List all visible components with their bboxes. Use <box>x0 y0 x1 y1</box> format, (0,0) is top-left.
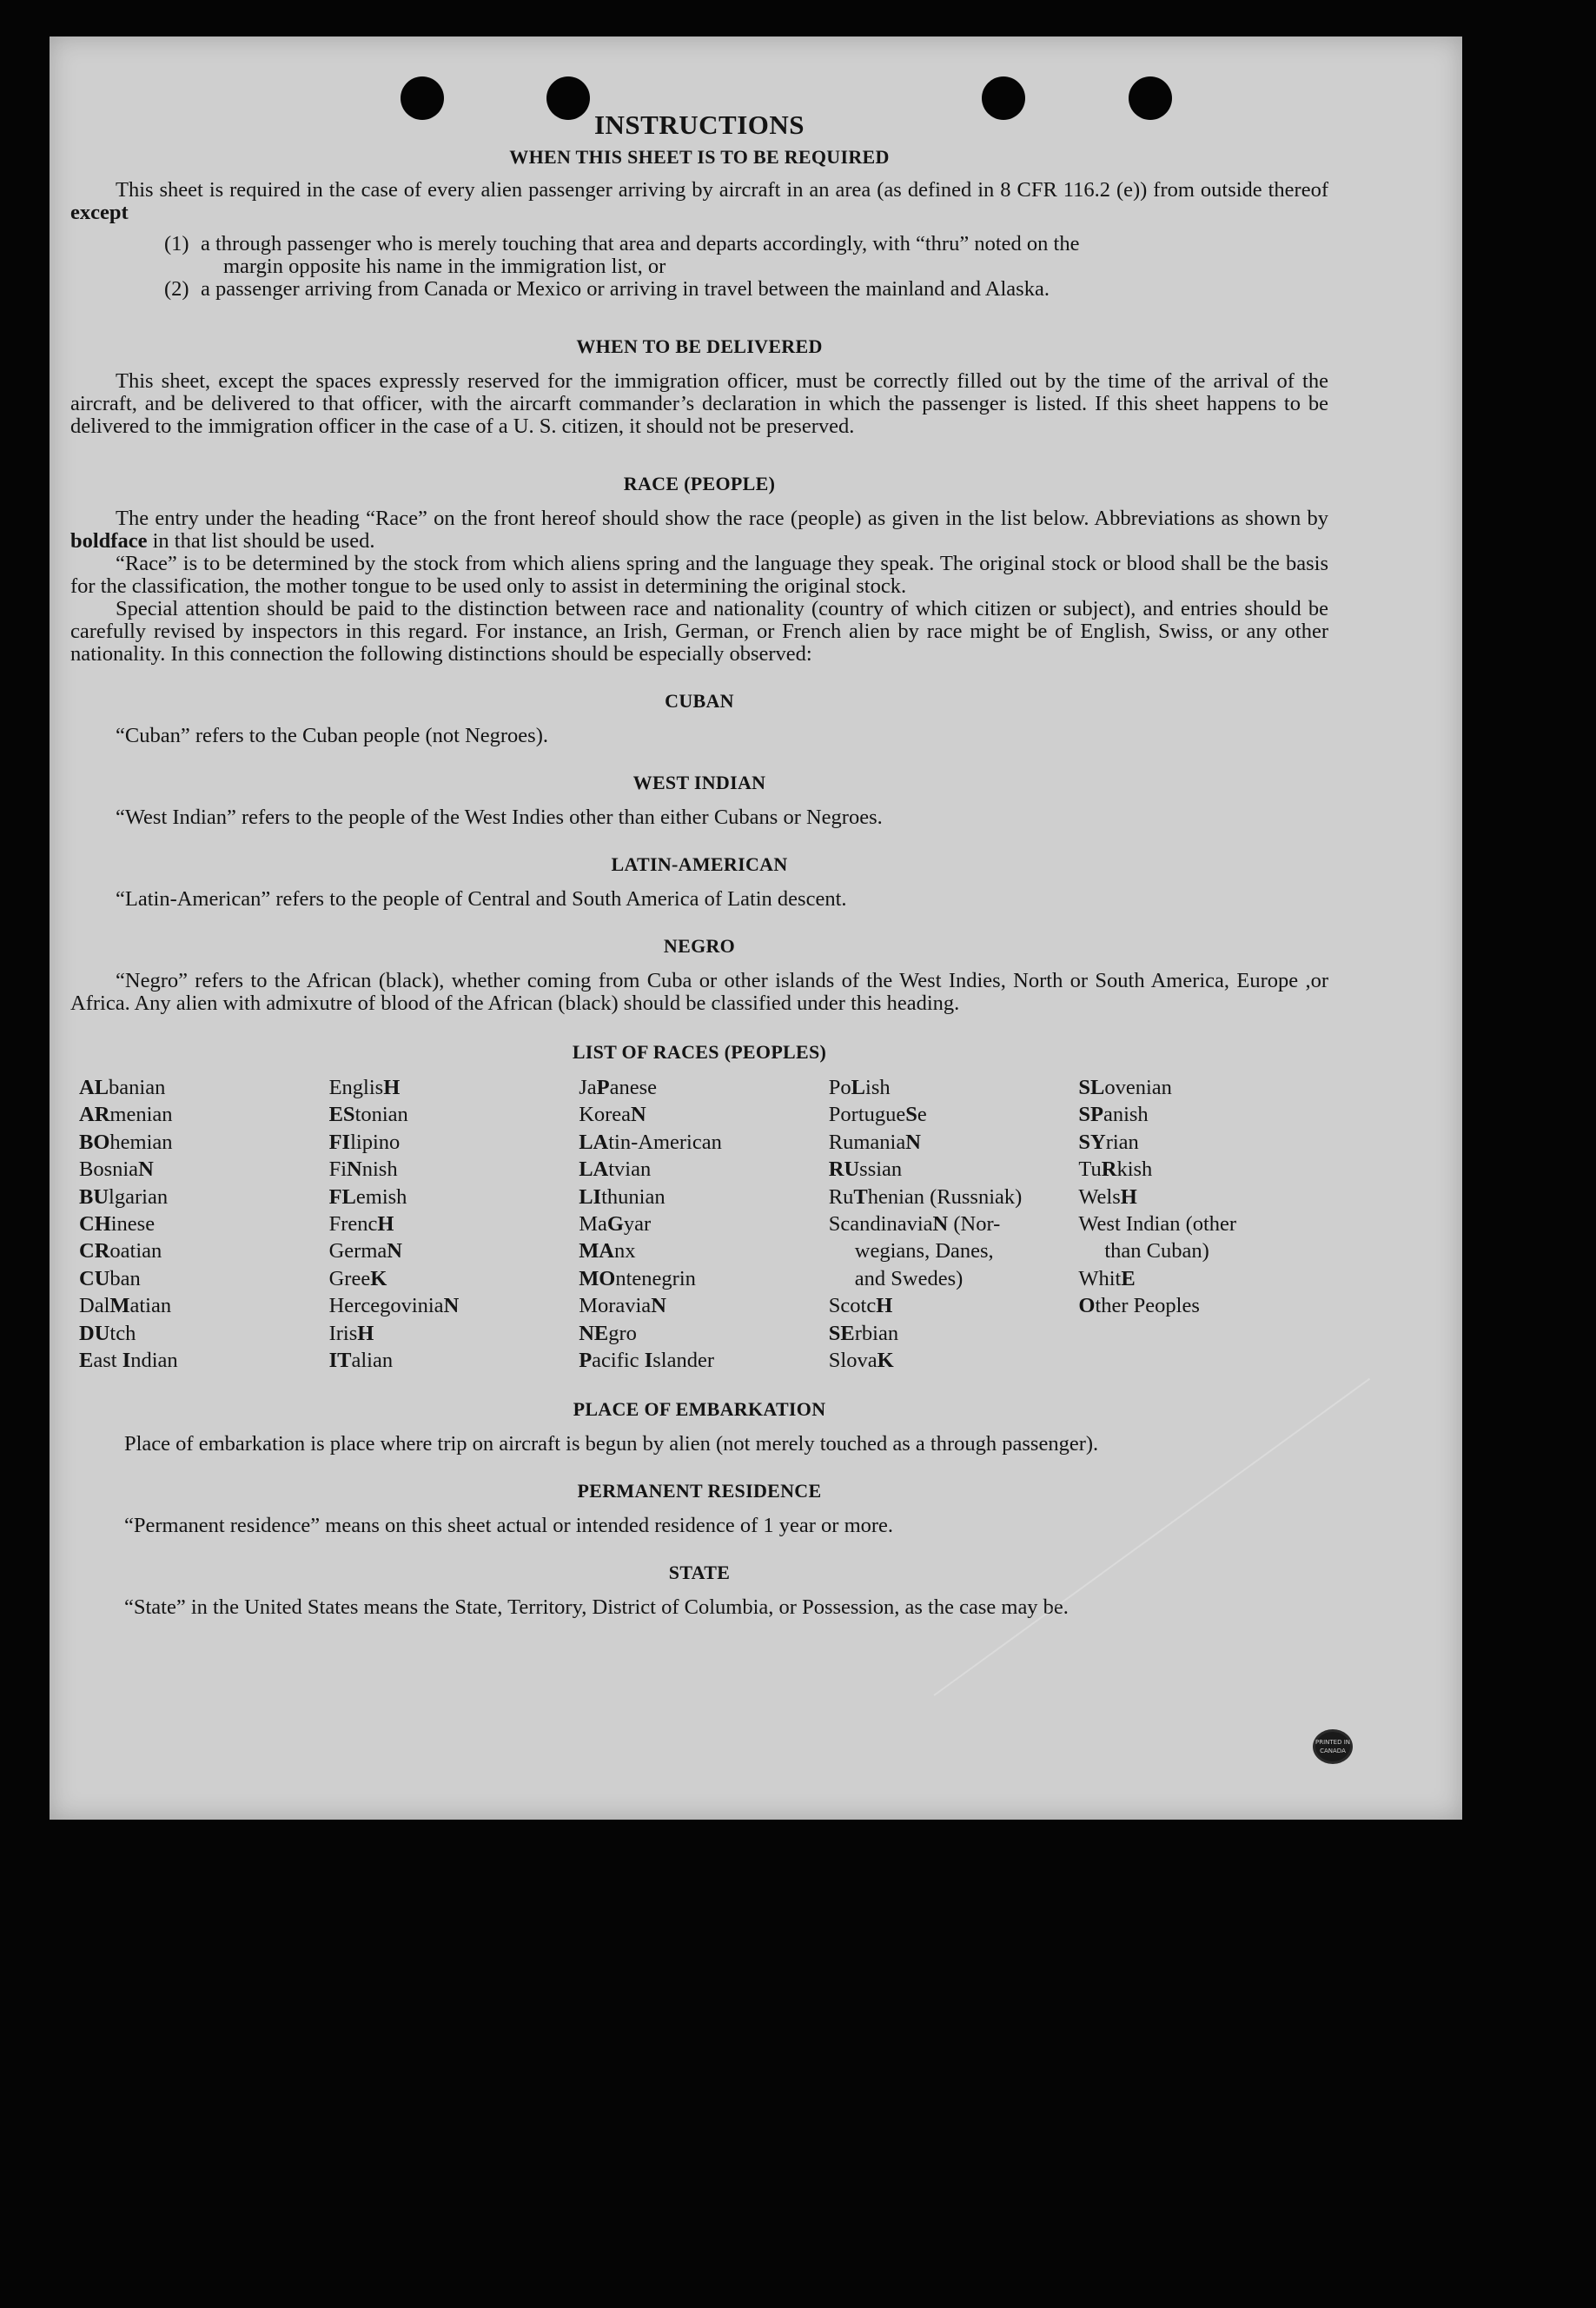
race-entry: GermaN <box>328 1239 402 1263</box>
race-entry: RumaniaN <box>828 1130 921 1154</box>
race-paragraph-2: “Race” is to be determined by the stock from which aliens spring and the language they speak. The original stock or blood shall be the basis for the classification, the mother tongue to be used only to assist in determining the original stock. <box>70 552 1328 598</box>
race-entry: LAtin-American <box>579 1130 722 1154</box>
race-entry: DalMatian <box>79 1294 172 1318</box>
race-entry: TuRkish <box>1078 1157 1153 1182</box>
race-entry: RUssian <box>828 1157 903 1182</box>
state-text: “State” in the United States means the State, Territory, District of Columbia, or Possession, as the case may be. <box>124 1595 1069 1620</box>
race-entry: EnglisH <box>328 1076 401 1099</box>
section-heading-latin-american: LATIN-AMERICAN <box>611 853 788 875</box>
race-entry: GreeK <box>328 1266 387 1290</box>
race-entry: HercegoviniaN <box>328 1294 460 1318</box>
section-heading-west-indian: WEST INDIAN <box>632 772 766 793</box>
residence-text: “Permanent residence” means on this sheet actual or intended residence of 1 year or more. <box>124 1514 894 1538</box>
race-entry: ScandinaviaN (Nor- <box>828 1212 1001 1237</box>
section-heading-delivered: WHEN TO BE DELIVERED <box>576 335 823 357</box>
race-entry: JaPanese <box>579 1076 657 1099</box>
race-entry: SYrian <box>1078 1130 1139 1154</box>
race-entry: MoraviaN <box>579 1294 666 1318</box>
race-entry: ARmenian <box>79 1103 173 1127</box>
west-indian-text: “West Indian” refers to the people of the West Indies other than either Cubans or Negroes. <box>116 806 883 829</box>
race-entry: Pacific Islander <box>579 1349 714 1373</box>
section-heading-negro: NEGRO <box>663 935 736 957</box>
exception-item: (1) a through passenger who is merely touching that area and departs accordingly, with “thru” noted on the margin opposite his name in the immigration list, or <box>164 232 1080 278</box>
race-entry: BosniaN <box>79 1157 154 1182</box>
race-entry: SErbian <box>828 1321 899 1345</box>
race-entry: PoLish <box>828 1076 891 1099</box>
race-entry: FiNnish <box>328 1157 398 1182</box>
race-entry: and Swedes) <box>854 1266 964 1290</box>
race-entry: ALbanian <box>79 1076 166 1099</box>
race-entry: BUlgarian <box>79 1184 169 1209</box>
races-list <box>79 1074 1328 1374</box>
race-entry: MAnx <box>579 1239 636 1263</box>
race-entry: PortugueSe <box>828 1103 927 1127</box>
section-heading-state: STATE <box>668 1562 731 1584</box>
race-entry: than Cuban) <box>1104 1239 1209 1263</box>
race-entry: CRoatian <box>79 1239 162 1263</box>
race-entry: West Indian (other <box>1078 1212 1237 1237</box>
race-entry: ITalian <box>328 1349 394 1373</box>
race-paragraph-3: Special attention should be paid to the distinction between race and nationality (country of which citizen or subject), and entries should be carefully revised by inspectors in this regard. For instance, an Irish, German, or French alien by race might be of English, Swiss, or any other nationality. In this connection the following distinctions should be especially observed: <box>70 597 1328 666</box>
race-entry: SPanish <box>1078 1103 1149 1127</box>
race-entry: LIthunian <box>579 1184 666 1209</box>
races-column <box>579 1074 829 1374</box>
race-entry: KoreaN <box>579 1103 646 1127</box>
race-entry: Other Peoples <box>1078 1294 1200 1318</box>
document-content <box>70 109 1328 1619</box>
race-entry: RuThenian (Russniak) <box>828 1184 1023 1209</box>
race-entry: FLemish <box>328 1184 407 1209</box>
race-entry: SLovenian <box>1078 1076 1172 1099</box>
race-entry: FIlipino <box>328 1130 401 1154</box>
cuban-text: “Cuban” refers to the Cuban people (not Negroes). <box>116 724 548 747</box>
embarkation-text: Place of embarkation is place where trip on aircraft is begun by alien (not merely touched as a through passenger). <box>124 1432 1099 1456</box>
race-entry: wegians, Danes, <box>854 1239 994 1263</box>
required-intro: This sheet is required in the case of every alien passenger arriving by aircraft in an area (as defined in 8 CFR 116.2 (e)) from outside thereof except <box>70 178 1328 224</box>
section-heading-residence: PERMANENT RESIDENCE <box>577 1480 822 1502</box>
race-entry: LAtvian <box>579 1157 652 1182</box>
race-entry: East Indian <box>79 1349 178 1373</box>
section-heading-races-list: LIST OF RACES (PEOPLES) <box>572 1041 827 1063</box>
race-entry: CUban <box>79 1266 141 1290</box>
section-heading-cuban: CUBAN <box>665 690 734 712</box>
exception-item: (2) a passenger arriving from Canada or Mexico or arriving in travel between the mainland and Alaska. <box>164 277 1050 301</box>
delivered-text: This sheet, except the spaces expressly reserved for the immigration officer, must be correctly filled out by the time of the arrival of the aircraft, and be delivered to that officer, with the aircarft commander’s declaration in which the passenger is listed. If this sheet happens to be delivered to the immigration officer in the case of a U. S. citizen, it should not be preserved. <box>70 369 1328 438</box>
race-entry: DUtch <box>79 1321 136 1345</box>
races-column <box>829 1074 1079 1374</box>
race-entry: EStonian <box>328 1103 408 1127</box>
negro-text: “Negro” refers to the African (black), whether coming from Cuba or other islands of the West Indies, North or South America, Europe ,or Africa. Any alien with admixutre of blood of the African (black) should be classified under this heading. <box>70 969 1328 1015</box>
race-entry: BOhemian <box>79 1130 173 1154</box>
race-entry: MaGyar <box>579 1212 652 1237</box>
exception-list <box>70 233 1328 301</box>
race-entry: IrisH <box>328 1321 374 1345</box>
race-entry: MOntenegrin <box>579 1266 696 1290</box>
races-column <box>79 1074 329 1374</box>
latin-american-text: “Latin-American” refers to the people of Central and South America of Latin descent. <box>116 887 847 911</box>
section-heading-required: WHEN THIS SHEET IS TO BE REQUIRED <box>509 146 890 168</box>
race-entry: CHinese <box>79 1212 156 1237</box>
races-column <box>1078 1074 1328 1374</box>
document-sheet <box>50 36 1462 1820</box>
race-entry: FrencH <box>328 1212 394 1237</box>
section-heading-race: RACE (PEOPLE) <box>623 473 776 494</box>
race-entry: SlovaK <box>828 1349 894 1373</box>
race-entry: WhitE <box>1078 1266 1136 1290</box>
page-title: INSTRUCTIONS <box>593 109 805 140</box>
union-label-stamp: PRINTED IN CANADA <box>1313 1729 1353 1764</box>
race-paragraph-1: The entry under the heading “Race” on the front hereof should show the race (people) as given in the list below. Abbreviations as shown by boldface in that list should be used. <box>70 507 1328 553</box>
races-column <box>329 1074 579 1374</box>
race-entry: ScotcH <box>828 1294 893 1318</box>
race-entry: NEgro <box>579 1321 637 1345</box>
race-entry: WelsH <box>1078 1184 1137 1209</box>
section-heading-embarkation: PLACE OF EMBARKATION <box>573 1398 826 1421</box>
